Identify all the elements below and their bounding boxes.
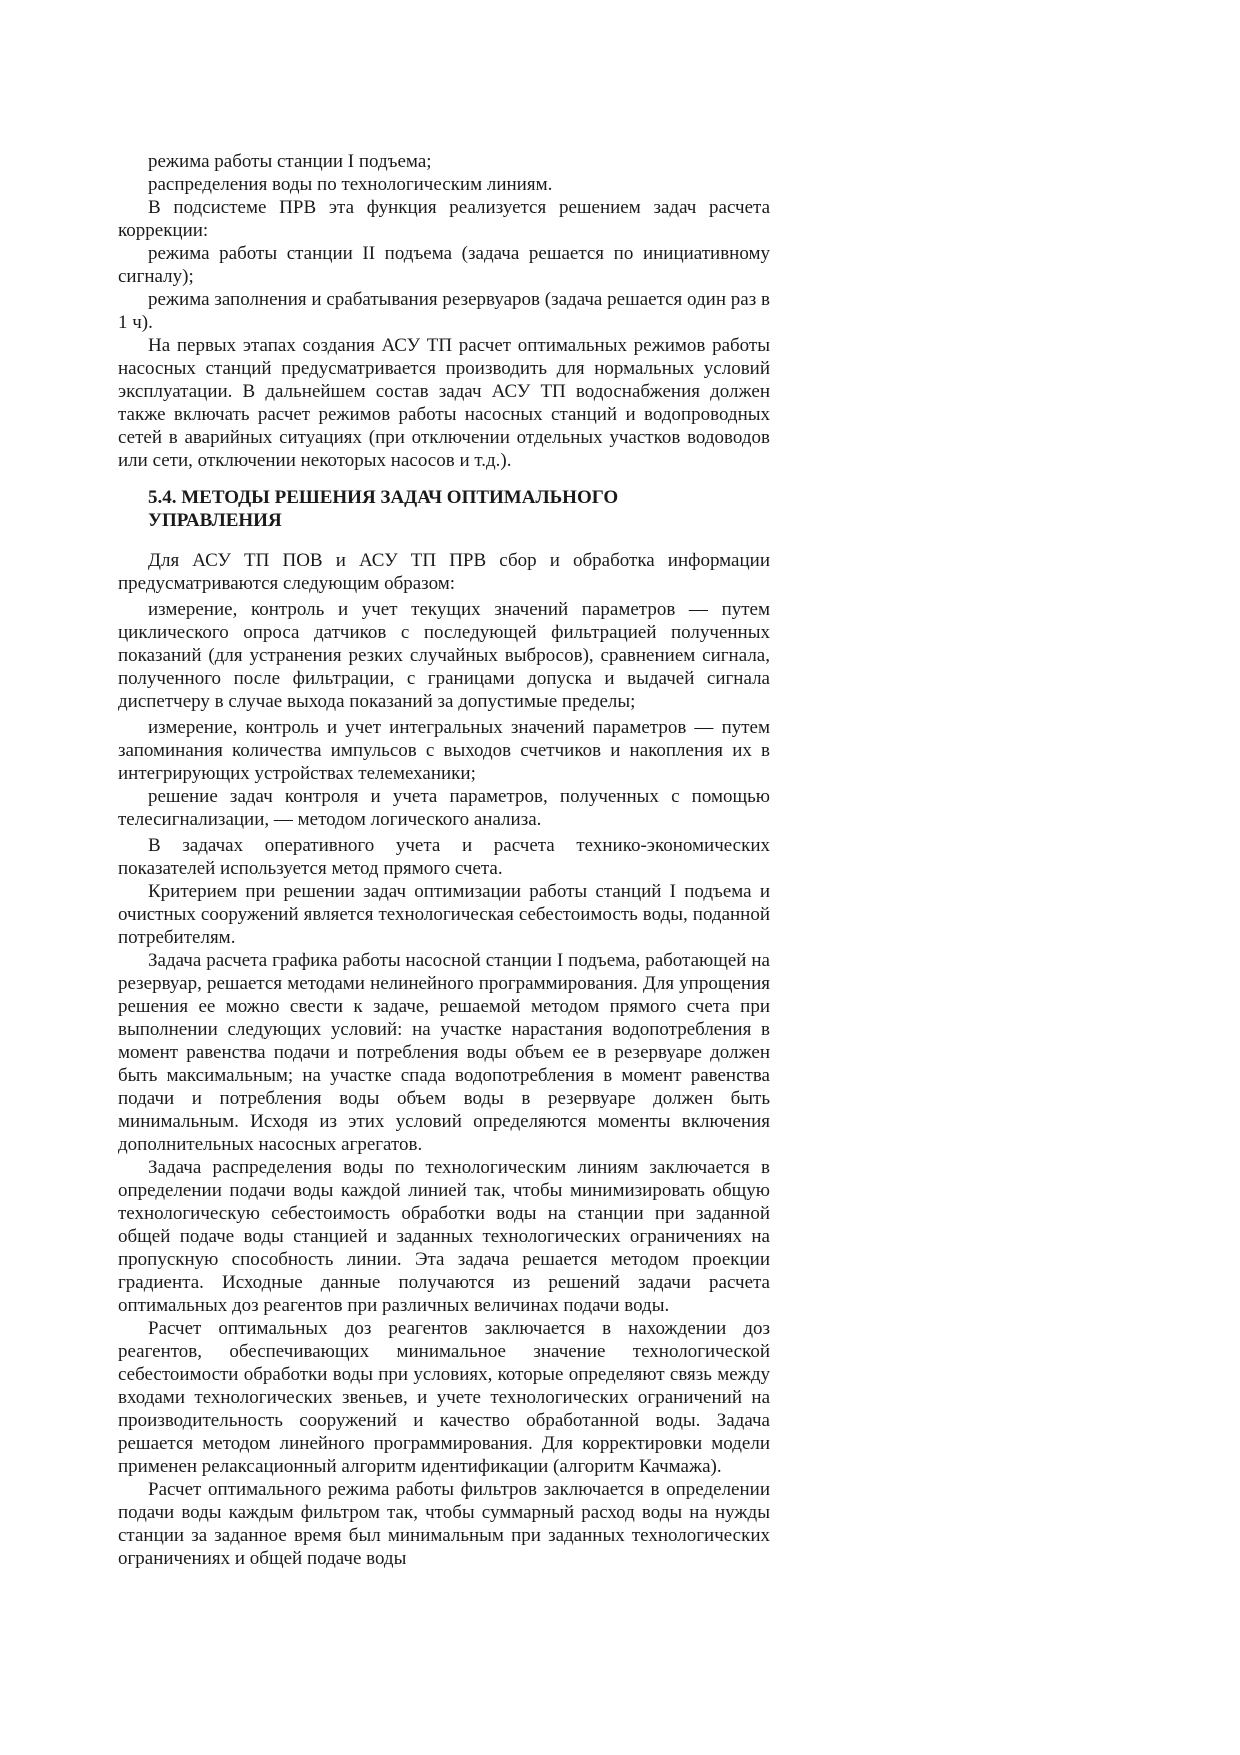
paragraph-first-stages: На первых этапах создания АСУ ТП расчет оптимальных режимов работы насосных станций предусматривается производить для нормальных условий эксплуатации. В дальнейшем состав задач АСУ ТП водоснабжения должен также включать расчет режимов работы насосных станций и водопроводных сетей в аварийных ситуациях (при отключении отдельных участков водоводов или сети, отключении некоторых насосов и т.д.). <box>118 335 770 471</box>
section-heading <box>148 486 770 532</box>
paragraph-optimization-criterion: Критерием при решении задач оптимизации работы станций I подъема и очистных сооружений является технологическая себестоимость воды, поданной потребителям. <box>118 881 770 948</box>
paragraph-operational-accounting: В задачах оперативного учета и расчета технико-экономических показателей используется метод прямого счета. <box>118 835 770 879</box>
paragraph-reservoirs: режима заполнения и срабатывания резервуаров (задача решается один раз в 1 ч). <box>118 289 770 333</box>
paragraph-prv-subsystem: В подсистеме ПРВ эта функция реализуется решением задач расчета коррекции: <box>118 197 770 241</box>
paragraph-water-distribution: распределения воды по технологическим линиям. <box>148 174 553 195</box>
paragraph-reagent-doses: Расчет оптимальных доз реагентов заключается в нахождении доз реагентов, обеспечивающих минимальное значение технологической себестоимости обработки воды при условиях, которые определяют связь между входами технологических звеньев, и учете технологических ограничений на производительность сооружений и качество обработанной воды. Задача решается методом линейного программирования. Для корректировки модели применен релаксационный алгоритм идентификации (алгоритм Качмажа). <box>118 1318 770 1477</box>
paragraph-station-2: режима работы станции II подъема (задача решается по инициативному сигналу); <box>118 243 770 287</box>
paragraph-telesignal: решение задач контроля и учета параметров, полученных с помощью телесигнализации, — методом логического анализа. <box>118 786 770 830</box>
paragraph-pump-schedule: Задача расчета графика работы насосной станции I подъема, работающей на резервуар, решается методами нелинейного программирования. Для упрощения решения ее можно свести к задаче, решаемой методом прямого счета при выполнении следующих условий: на участке нарастания водопотребления в момент равенства подачи и потребления воды объем ее в резервуаре должен быть максимальным; на участке спада водопотребления в момент равенства подачи и потребления воды объем воды в резервуаре должен быть минимальным. Исходя из этих условий определяются моменты включения дополнительных насосных агрегатов. <box>118 950 770 1155</box>
section-heading-line-1: 5.4. МЕТОДЫ РЕШЕНИЯ ЗАДАЧ ОПТИМАЛЬНОГО <box>148 487 619 508</box>
document-page <box>118 150 770 1570</box>
section-heading-line-2: УПРАВЛЕНИЯ <box>148 510 282 531</box>
paragraph-integral-values: измерение, контроль и учет интегральных значений параметров — путем запоминания количества импульсов с выходов счетчиков и накопления их в интегрирующих устройствах телемеханики; <box>118 717 770 784</box>
paragraph-line-distribution: Задача распределения воды по технологическим линиям заключается в определении подачи воды каждой линией так, чтобы минимизировать общую технологическую себестоимость обработки воды на станции при заданной общей подаче воды станцией и заданных технологических ограничениях на пропускную способность линии. Эта задача решается методом проекции градиента. Исходные данные получаются из решений задачи расчета оптимальных доз реагентов при различных величинах подачи воды. <box>118 1157 770 1316</box>
paragraph-filter-mode: Расчет оптимального режима работы фильтров заключается в определении подачи воды каждым фильтром так, чтобы суммарный расход воды на нужды станции за заданное время был минимальным при заданных технологических ограничениях и общей подаче воды <box>118 1479 770 1569</box>
paragraph-current-values: измерение, контроль и учет текущих значений параметров — путем циклического опроса датчиков с последующей фильтрацией полученных показаний (для устранения резких случайных выбросов), сравнением сигнала, полученного после фильтрации, с границами допуска и выдачей сигнала диспетчеру в случае выхода показаний за допустимые пределы; <box>118 599 770 712</box>
paragraph-data-collection: Для АСУ ТП ПОВ и АСУ ТП ПРВ сбор и обработка информации предусматриваются следующим образом: <box>118 550 770 594</box>
paragraph-station-1: режима работы станции I подъема; <box>148 151 432 172</box>
